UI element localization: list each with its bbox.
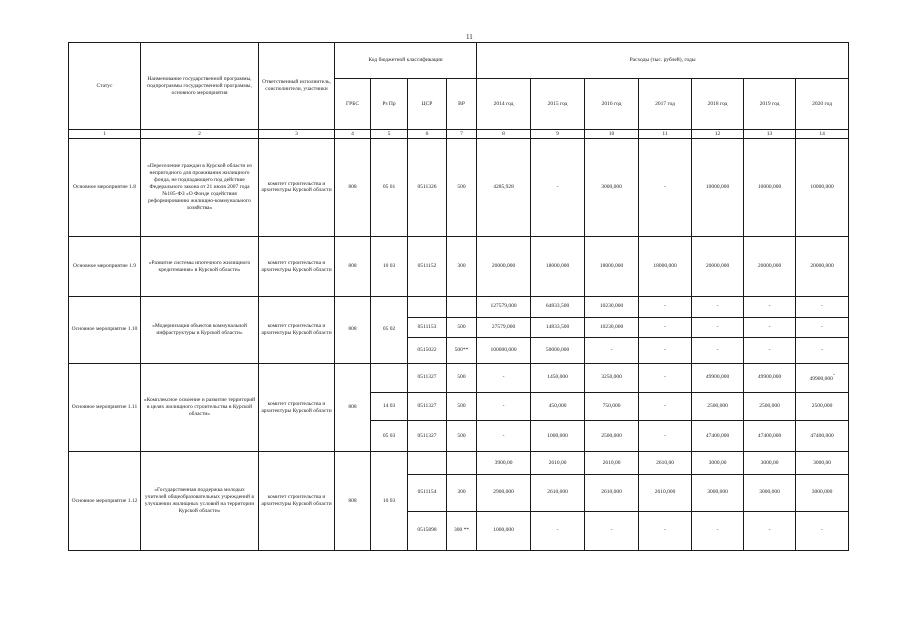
row-value: 49900,000 (692, 363, 744, 392)
row-rzpr: 05 03 (371, 421, 408, 452)
row-value: 2900,000 (477, 474, 531, 511)
row-value: 2500,000 (692, 392, 744, 421)
row-responsible: комитет строительства и архитектуры Курской области (259, 138, 335, 237)
row-value: 49900,000 (744, 363, 796, 392)
row-vr: 500 (447, 392, 477, 421)
budget-table (68, 42, 849, 551)
note-mark: " (832, 372, 835, 378)
row-csr: 0511327 (408, 421, 447, 452)
page-number: 11 (466, 33, 473, 41)
header-year: 2014 год (477, 78, 531, 129)
row-responsible: комитет строительства и архитектуры Курской области (259, 237, 335, 297)
column-number: 8 (477, 130, 531, 138)
row-status: Основное мероприятие 1.10 (69, 296, 141, 363)
row-name: «Развитие системы ипотечного жилищного кредитования» в Курской области» (141, 237, 259, 297)
row-value: 47400,000 (744, 421, 796, 452)
row-value: 47400,000 (692, 421, 744, 452)
row-value: - (692, 511, 744, 550)
row-name: «Переселение граждан в Курской области из непригодного для проживания жилищного фонда, не подпадающего под действие Федерального закона от 21 июля 2007 года №185-ФЗ «О Фонде содействия реформированию жилищно-коммунального хозяйства» (141, 138, 259, 237)
row-value: 2610,000 (531, 474, 585, 511)
column-number: 9 (531, 130, 585, 138)
header-status: Статус (69, 43, 141, 130)
column-number: 4 (335, 130, 371, 138)
row-value: 2610,00 (585, 452, 639, 475)
row-value: 100000,000 (477, 338, 531, 364)
row-value: 27579,000 (477, 317, 531, 338)
row-value: 20000,000 (692, 237, 744, 297)
row-csr: 0511153 (408, 317, 447, 338)
row-grbs: 808 (335, 363, 371, 451)
row-csr: 0511154 (408, 474, 447, 511)
table-row (69, 452, 849, 475)
row-value: 1000,000 (531, 421, 585, 452)
row-value: 2500,000 (796, 392, 849, 421)
row-vr: 500 (447, 421, 477, 452)
row-value: - (639, 511, 692, 550)
column-number: 2 (141, 130, 259, 138)
row-value: 3900,00 (477, 452, 531, 475)
row-vr (447, 452, 477, 475)
row-value: - (796, 317, 849, 338)
row-rzpr (371, 363, 408, 392)
header-rzpr: Рз Пр (371, 78, 408, 129)
row-csr: 0515898 (408, 511, 447, 550)
header-responsible: Ответственный исполнитель, соисполнители, участники (259, 43, 335, 130)
row-vr: 500** (447, 338, 477, 364)
row-value: - (639, 363, 692, 392)
row-value: 2610,000 (585, 474, 639, 511)
row-status: Основное мероприятие 1.8 (69, 138, 141, 237)
row-grbs: 808 (335, 138, 371, 237)
row-value: - (639, 392, 692, 421)
row-csr: 0511152 (408, 237, 447, 297)
row-value: - (744, 338, 796, 364)
row-rzpr: 05 01 (371, 138, 408, 237)
column-number-row (69, 130, 849, 138)
row-value: - (692, 317, 744, 338)
row-value: - (531, 511, 585, 550)
row-value: 10000,000 (796, 138, 849, 237)
row-value: - (639, 296, 692, 317)
header-year: 2017 год (639, 78, 692, 129)
row-value: 20000,000 (796, 237, 849, 297)
row-value: 14833,500 (531, 317, 585, 338)
row-rzpr: 10 03 (371, 452, 408, 551)
table-row (69, 138, 849, 237)
table-row (69, 296, 849, 317)
row-vr: 300 ** (447, 511, 477, 550)
row-status: Основное мероприятие 1.9 (69, 237, 141, 297)
row-csr: 0515022 (408, 338, 447, 364)
header-expenses: Расходы (тыс. рублей), годы (477, 43, 849, 79)
row-value: 3000,00 (796, 452, 849, 475)
row-value: - (796, 296, 849, 317)
row-value: - (477, 392, 531, 421)
row-responsible: комитет строительства и архитектуры Курской области (259, 452, 335, 551)
row-status: Основное мероприятие 1.11 (69, 363, 141, 451)
column-number: 12 (692, 130, 744, 138)
row-value: 10230,000 (585, 317, 639, 338)
row-responsible: комитет строительства и архитектуры Курской области (259, 296, 335, 363)
row-vr: 500 (447, 138, 477, 237)
row-value: 2610,00 (639, 452, 692, 475)
row-name: «Модернизация объектов коммунальной инфраструктуры в Курской области» (141, 296, 259, 363)
header-year: 2019 год (744, 78, 796, 129)
row-value: 3250,000 (585, 363, 639, 392)
row-name: «Комплексное освоение и развитие территорий в целях жилищного строительства в Курской области» (141, 363, 259, 451)
row-value: - (477, 421, 531, 452)
row-value: 2610,000 (639, 474, 692, 511)
row-value: 3000,000 (744, 474, 796, 511)
row-value: 49900,000 (809, 375, 833, 382)
row-csr: 0511327 (408, 392, 447, 421)
header-name: Наименование государственной программы, подпрограммы государственной программы, основного мероприятия (141, 43, 259, 130)
header-grbs: ГРБС (335, 78, 371, 129)
row-value: - (639, 338, 692, 364)
header-csr: ЦСР (408, 78, 447, 129)
column-number: 11 (639, 130, 692, 138)
column-number: 10 (585, 130, 639, 138)
row-value: 450,000 (531, 392, 585, 421)
row-value: 18000,000 (531, 237, 585, 297)
row-value: - (585, 511, 639, 550)
row-value: 4285,928 (477, 138, 531, 237)
row-responsible: комитет строительства и архитектуры Курской области (259, 363, 335, 451)
row-value: - (639, 421, 692, 452)
column-number: 1 (69, 130, 141, 138)
row-value: - (744, 511, 796, 550)
column-number: 14 (796, 130, 849, 138)
header-year: 2016 год (585, 78, 639, 129)
row-rzpr: 05 02 (371, 296, 408, 363)
header-vr: ВР (447, 78, 477, 129)
table-row (69, 363, 849, 392)
header-budget-code: Код бюджетной классификации (335, 43, 477, 79)
column-number: 3 (259, 130, 335, 138)
row-value: 3000,00 (692, 452, 744, 475)
column-number: 5 (371, 130, 408, 138)
row-value: 2610,00 (531, 452, 585, 475)
row-value: 3000,000 (796, 474, 849, 511)
table-row (69, 237, 849, 297)
row-value: 64833,500 (531, 296, 585, 317)
row-value: 2500,000 (744, 392, 796, 421)
row-value: 50000,000 (531, 338, 585, 364)
row-value: 1450,000 (531, 363, 585, 392)
row-csr (408, 452, 447, 475)
column-number: 6 (408, 130, 447, 138)
row-vr: 500 (447, 363, 477, 392)
row-value: - (796, 511, 849, 550)
row-vr: 300 (447, 474, 477, 511)
row-value: - (692, 296, 744, 317)
row-value: - (531, 138, 585, 237)
row-name: «Государственная поддержка молодых учителей общеобразовательных учреждений в улучшении жилищных условий на территории Курской области» (141, 452, 259, 551)
row-grbs: 808 (335, 296, 371, 363)
row-value: 18000,000 (639, 237, 692, 297)
row-vr: 300 (447, 237, 477, 297)
row-vr (447, 296, 477, 317)
row-value: 3000,000 (585, 138, 639, 237)
row-value: - (744, 317, 796, 338)
row-value: 3000,00 (744, 452, 796, 475)
row-value: 18000,000 (585, 237, 639, 297)
row-value: 3000,000 (692, 474, 744, 511)
row-value: 20000,000 (744, 237, 796, 297)
row-value: 10230,000 (585, 296, 639, 317)
row-value: - (585, 338, 639, 364)
row-rzpr: 10 03 (371, 237, 408, 297)
row-vr: 500 (447, 317, 477, 338)
row-value: 2500,000 (585, 421, 639, 452)
column-number: 13 (744, 130, 796, 138)
header-year: 2020 год (796, 78, 849, 129)
header-year: 2015 год (531, 78, 585, 129)
row-csr: 0511327 (408, 363, 447, 392)
row-value: 750,000 (585, 392, 639, 421)
row-value: - (796, 338, 849, 364)
row-rzpr: 14 03 (371, 392, 408, 421)
row-status: Основное мероприятие 1.12 (69, 452, 141, 551)
header-year: 2018 год (692, 78, 744, 129)
row-value: 10000,000 (692, 138, 744, 237)
row-value-with-note (796, 363, 849, 392)
row-csr: 0511326 (408, 138, 447, 237)
row-value: - (692, 338, 744, 364)
row-value: 10000,000 (744, 138, 796, 237)
row-grbs: 808 (335, 237, 371, 297)
row-grbs: 808 (335, 452, 371, 551)
row-value: - (639, 138, 692, 237)
row-value: 47400,000 (796, 421, 849, 452)
row-csr (408, 296, 447, 317)
row-value: 1000,000 (477, 511, 531, 550)
row-value: 127579,000 (477, 296, 531, 317)
column-number: 7 (447, 130, 477, 138)
row-value: 20000,000 (477, 237, 531, 297)
row-value: - (477, 363, 531, 392)
row-value: - (639, 317, 692, 338)
row-value: - (744, 296, 796, 317)
